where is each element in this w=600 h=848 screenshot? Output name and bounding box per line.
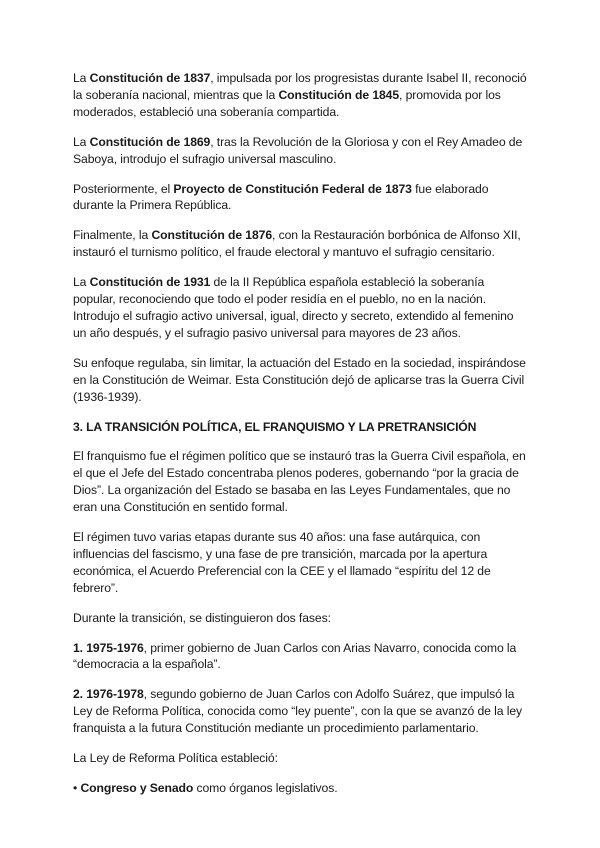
bold-term: Proyecto de Constitución Federal de 1873 xyxy=(173,181,412,196)
bold-term: 1. 1975-1976 xyxy=(73,640,144,655)
paragraph-etapas-regimen: El régimen tuvo varias etapas durante sus 40 años: una fase autárquica, con influencias del fascismo, y una fase de pre transición, marcada por la apertura económica, el Acuerdo Preferencial con la CEE y el llamado “espíritu del 12 de febrero”. xyxy=(73,530,491,595)
text-run: , promovida por los moderados, estableció una soberanía compartida. xyxy=(73,87,501,119)
paragraph-constitucion-1837-1845 xyxy=(73,70,530,121)
bold-term: Constitución de 1837 xyxy=(89,71,211,85)
section-heading: 3. LA TRANSICIÓN POLÍTICA, EL FRANQUISMO Y LA PRETRANSICIÓN xyxy=(73,419,477,434)
paragraph-constitucion-1869 xyxy=(73,134,530,168)
text-run: Posteriormente, el xyxy=(73,181,174,196)
text-run: , impulsada por los progresistas durante Isabel II, reconoció la soberanía nacional, mientras que la xyxy=(73,71,527,102)
text-run: Finalmente, la xyxy=(73,228,152,243)
text-run: de la II República española estableció la soberanía popular, reconociendo que todo el poder residía en el pueblo, no en la nación. Introdujo el sufragio activo universal, igual, directo y secreto, extendido al femenino un año después, y el sufragio pasivo universal para mayores de 23 años. xyxy=(73,275,514,340)
text-run: La xyxy=(73,275,90,290)
bold-term: Constitución de 1869 xyxy=(89,134,211,149)
text-run: , segundo gobierno de Juan Carlos con Adolfo Suárez, que impulsó la Ley de Reforma Política, conocida como “ley puente”, con la que se avanzó de la ley franquista a la futura Constitución mediante un procedimiento parlamentario. xyxy=(73,687,522,736)
bullet-marker: • xyxy=(73,781,81,795)
paragraph-fase-1976-1978 xyxy=(73,686,530,737)
paragraph-fase-1975-1976 xyxy=(73,640,530,674)
paragraph-franquismo: El franquismo fue el régimen político que se instauró tras la Guerra Civil española, en el que el Jefe del Estado concentraba plenos poderes, gobernando “por la gracia de Dios”. La organización del Estado se basaba en las Leyes Fundamentales, que no eran una Constitución en sentido formal. xyxy=(73,449,526,515)
paragraph-proyecto-1873 xyxy=(73,181,530,215)
paragraph-enfoque-weimar: Su enfoque regulaba, sin limitar, la actuación del Estado en la sociedad, inspirándose en la Constitución de Weimar. Esta Constitución dejó de aplicarse tras la Guerra Civil (1936-1939). xyxy=(73,355,526,404)
text-run: como órganos legislativos. xyxy=(193,781,338,795)
text-run: La xyxy=(73,134,90,149)
text-run: , con la Restauración borbónica de Alfonso XII, instauró el turnismo político, el fraude electoral y mantuvo el sufragio censitario. xyxy=(73,228,521,260)
text-run: , primer gobierno de Juan Carlos con Arias Navarro, conocida como la “democracia a la española”. xyxy=(73,640,517,672)
bold-term: Constitución de 1931 xyxy=(89,275,211,290)
bold-term: Constitución de 1845 xyxy=(278,87,400,102)
text-run: , tras la Revolución de la Gloriosa y con el Rey Amadeo de Saboya, introdujo el sufragio universal masculino. xyxy=(73,134,523,166)
paragraph-ley-reforma: La Ley de Reforma Política estableció: xyxy=(73,751,278,766)
paragraph-constitucion-1876 xyxy=(73,227,530,261)
text-run: fue elaborado durante la Primera República. xyxy=(73,181,489,213)
bold-term: Constitución de 1876 xyxy=(151,228,273,243)
bullet-congreso-senado xyxy=(73,780,530,797)
bold-term: Congreso y Senado xyxy=(80,781,194,795)
bold-term: 2. 1976-1978 xyxy=(73,687,144,702)
paragraph-fases-transicion: Durante la transición, se distinguieron dos fases: xyxy=(73,610,331,625)
text-run: La xyxy=(73,71,90,85)
paragraph-constitucion-1931 xyxy=(73,274,530,342)
